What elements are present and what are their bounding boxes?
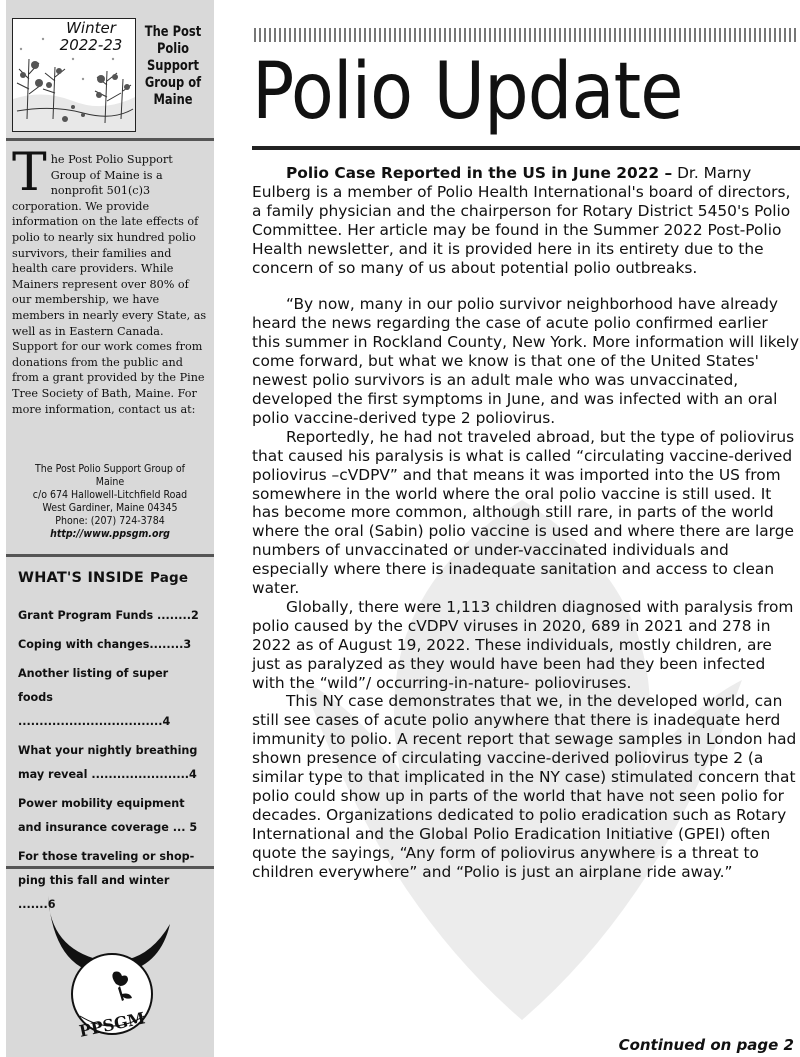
dash-mark bbox=[669, 28, 671, 42]
dropcap: T bbox=[12, 143, 47, 203]
intro-paragraph: The Post Polio Support Group of Maine is a nonprofit 501(c)3 corporation. We provide information on the late effects of polio to nearly six hundred polio survivors, their families and health care providers. While Mainers represent over 80% of our membership, we have members in nearly every State, as well as in Eastern Canada. Support for our work comes from donations from the public and from a grant provided by the Pine Tree Society of Bath, Maine. For more information, contact us at: bbox=[12, 143, 207, 416]
dash-mark bbox=[644, 28, 646, 42]
dash-mark bbox=[784, 28, 786, 42]
dash-mark bbox=[459, 28, 461, 42]
dash-mark bbox=[794, 28, 796, 42]
crescent-rose-logo-icon bbox=[40, 888, 190, 1038]
whats-inside-heading: WHAT'S INSIDE Page bbox=[18, 570, 189, 586]
dash-mark bbox=[639, 28, 641, 42]
dash-mark bbox=[384, 28, 386, 42]
contact-block: The Post Polio Support Group of Maine c/o 674 Hallowell-Litchfield Road West Gardiner, Maine 04345 Phone: (207) 724-3784 http://www.ppsgm.org bbox=[24, 462, 196, 540]
dash-mark bbox=[294, 28, 296, 42]
dash-mark bbox=[259, 28, 261, 42]
article-heading: Polio Case Reported in the US in June 2022 – bbox=[286, 164, 673, 182]
organization-name: The Post Polio Support Group of Maine bbox=[144, 24, 202, 108]
dash-mark bbox=[319, 28, 321, 42]
dash-mark bbox=[354, 28, 356, 42]
dash-mark bbox=[599, 28, 601, 42]
dash-mark bbox=[654, 28, 656, 42]
dash-mark bbox=[269, 28, 271, 42]
dash-mark bbox=[499, 28, 501, 42]
dash-mark bbox=[789, 28, 791, 42]
toc-item[interactable]: Coping with changes........3 bbox=[18, 638, 192, 651]
dash-mark bbox=[679, 28, 681, 42]
dash-mark bbox=[314, 28, 316, 42]
dash-mark bbox=[374, 28, 376, 42]
dash-mark bbox=[404, 28, 406, 42]
dash-mark bbox=[419, 28, 421, 42]
toc-item[interactable]: What your nightly breathing may reveal .......................4 bbox=[18, 744, 198, 781]
dash-mark bbox=[254, 28, 256, 42]
article-paragraph: “By now, many in our polio survivor neighborhood have already heard the news regarding the case of acute polio confirmed earlier this summer in Rockland County, New York. More information will likely come forward, but what we know is that one of the United States' newest polio survivors is an adult male who was unvaccinated, developed the first symptoms in June, and was infected with an oral polio vaccine-derived type 2 poliovirus. bbox=[252, 295, 799, 427]
continued-link[interactable]: Continued on page 2 bbox=[618, 1036, 794, 1054]
dash-mark bbox=[469, 28, 471, 42]
article-paragraph: Reportedly, he had not traveled abroad, but the type of poliovirus that caused his paralysis is what is called “circulating vaccine-derived poliovirus –cVDPV” and that means it was imported into the US from somewhere in the world where the oral polio vaccine is still used. It has become more common, although still rare, in parts of the world where the oral (Sabin) polio vaccine is used and where there are large numbers of unvaccinated or under-vaccinated individuals and especially where there is inadequate sanitation and access to clean water. bbox=[252, 427, 795, 598]
dash-mark bbox=[489, 28, 491, 42]
dash-mark bbox=[774, 28, 776, 42]
article-paragraph: Globally, there were 1,113 children diagnosed with paralysis from polio caused by the cVDPV viruses in 2020, 689 in 2021 and 278 in 2022 as of August 19, 2022. These individuals, mostly children, are just as paralyzed as they would have been had they been infected with the “wild”/ occurring-in-nature- polioviruses. bbox=[252, 597, 794, 692]
dash-mark bbox=[619, 28, 621, 42]
dash-mark bbox=[474, 28, 476, 42]
dash-mark bbox=[594, 28, 596, 42]
dash-mark bbox=[334, 28, 336, 42]
title-underline bbox=[252, 146, 800, 150]
toc-item[interactable]: Grant Program Funds ........2 bbox=[18, 609, 199, 622]
dash-mark bbox=[494, 28, 496, 42]
dash-mark bbox=[514, 28, 516, 42]
dash-mark bbox=[759, 28, 761, 42]
dash-mark bbox=[279, 28, 281, 42]
article-paragraph: This NY case demonstrates that we, in the developed world, can still see cases of acute polio anywhere that there is inadequate herd immunity to polio. A recent report that sewage samples in London had shown presence of circulating vaccine-derived poliovirus type 2 (a similar type to that implicated in the NY case) stimulated concern that polio could show up in parts of the world that have not seen polio for decades. Organizations dedicated to polio eradication such as Rotary International and the Global Polio Eradication Initiative (GPEI) often quote the sayings, “Any form of poliovirus anywhere is a threat to children everywhere” and “Polio is just an airplane ride away.” bbox=[252, 692, 797, 881]
dash-mark bbox=[519, 28, 521, 42]
dash-mark bbox=[584, 28, 586, 42]
sidebar-divider bbox=[6, 138, 214, 141]
dash-mark bbox=[369, 28, 371, 42]
dash-mark bbox=[394, 28, 396, 42]
logo-text: PPSGM bbox=[77, 1008, 147, 1038]
dash-mark bbox=[744, 28, 746, 42]
dash-mark bbox=[589, 28, 591, 42]
dash-mark bbox=[529, 28, 531, 42]
table-of-contents bbox=[18, 604, 208, 922]
dash-mark bbox=[464, 28, 466, 42]
dash-mark bbox=[264, 28, 266, 42]
toc-item[interactable]: Another listing of super foods ..................................4 bbox=[18, 667, 171, 728]
dash-mark bbox=[544, 28, 546, 42]
dash-mark bbox=[554, 28, 556, 42]
dash-mark bbox=[449, 28, 451, 42]
dash-mark bbox=[749, 28, 751, 42]
dash-mark bbox=[624, 28, 626, 42]
issue-season: Winter 2022-23 bbox=[59, 19, 123, 54]
dash-mark bbox=[454, 28, 456, 42]
dash-mark bbox=[444, 28, 446, 42]
dash-mark bbox=[344, 28, 346, 42]
dash-mark bbox=[569, 28, 571, 42]
dash-mark bbox=[664, 28, 666, 42]
sidebar-divider bbox=[6, 866, 214, 869]
dash-mark bbox=[534, 28, 536, 42]
dash-mark bbox=[634, 28, 636, 42]
dash-mark bbox=[604, 28, 606, 42]
masthead bbox=[6, 14, 206, 132]
ppsgm-logo bbox=[40, 888, 190, 1038]
dash-mark bbox=[674, 28, 676, 42]
dash-mark bbox=[614, 28, 616, 42]
dash-mark bbox=[734, 28, 736, 42]
dash-mark bbox=[719, 28, 721, 42]
dash-mark bbox=[574, 28, 576, 42]
dash-mark bbox=[429, 28, 431, 42]
dash-mark bbox=[364, 28, 366, 42]
dash-mark bbox=[359, 28, 361, 42]
sidebar-divider bbox=[6, 554, 214, 557]
dash-mark bbox=[714, 28, 716, 42]
dash-mark bbox=[754, 28, 756, 42]
dash-mark bbox=[524, 28, 526, 42]
dash-mark bbox=[289, 28, 291, 42]
dash-mark bbox=[439, 28, 441, 42]
page-title: Polio Update bbox=[252, 47, 683, 137]
dash-mark bbox=[629, 28, 631, 42]
dash-mark bbox=[399, 28, 401, 42]
dash-mark bbox=[379, 28, 381, 42]
dash-mark bbox=[729, 28, 731, 42]
dash-mark bbox=[424, 28, 426, 42]
decorative-dashes bbox=[254, 28, 798, 42]
dash-mark bbox=[649, 28, 651, 42]
toc-item[interactable]: Power mobility equipment and insurance coverage ... 5 bbox=[18, 797, 198, 834]
dash-mark bbox=[389, 28, 391, 42]
dash-mark bbox=[564, 28, 566, 42]
dash-mark bbox=[309, 28, 311, 42]
dash-mark bbox=[349, 28, 351, 42]
dash-mark bbox=[339, 28, 341, 42]
dash-mark bbox=[434, 28, 436, 42]
dash-mark bbox=[479, 28, 481, 42]
dash-mark bbox=[539, 28, 541, 42]
dash-mark bbox=[579, 28, 581, 42]
dash-mark bbox=[484, 28, 486, 42]
website-link[interactable]: http://www.ppsgm.org bbox=[50, 527, 170, 540]
dash-mark bbox=[699, 28, 701, 42]
dash-mark bbox=[739, 28, 741, 42]
lead-paragraph: Polio Case Reported in the US in June 2022 – Dr. Marny Eulberg is a member of Polio Health International's board of directors, a family physician and the chairperson for Rotary District 5450's Polio Committee. Her article may be found in the Summer 2022 Post-Polio Health newsletter, and it is provided here in its entirety due to the concern of so many of us about potential polio outbreaks. bbox=[252, 164, 791, 277]
dash-mark bbox=[709, 28, 711, 42]
dash-mark bbox=[769, 28, 771, 42]
dash-mark bbox=[549, 28, 551, 42]
dash-mark bbox=[684, 28, 686, 42]
dash-mark bbox=[694, 28, 696, 42]
dash-mark bbox=[779, 28, 781, 42]
dash-mark bbox=[409, 28, 411, 42]
dash-mark bbox=[509, 28, 511, 42]
article-body bbox=[252, 164, 800, 882]
dash-mark bbox=[284, 28, 286, 42]
dash-mark bbox=[609, 28, 611, 42]
dash-mark bbox=[299, 28, 301, 42]
dash-mark bbox=[559, 28, 561, 42]
dash-mark bbox=[274, 28, 276, 42]
dash-mark bbox=[724, 28, 726, 42]
dash-mark bbox=[324, 28, 326, 42]
dash-mark bbox=[504, 28, 506, 42]
dash-mark bbox=[659, 28, 661, 42]
dash-mark bbox=[689, 28, 691, 42]
dash-mark bbox=[764, 28, 766, 42]
dash-mark bbox=[414, 28, 416, 42]
dash-mark bbox=[304, 28, 306, 42]
dash-mark bbox=[329, 28, 331, 42]
toc-item[interactable]: For those traveling or shop- ping this fall and winter .......6 bbox=[18, 850, 195, 911]
dash-mark bbox=[704, 28, 706, 42]
